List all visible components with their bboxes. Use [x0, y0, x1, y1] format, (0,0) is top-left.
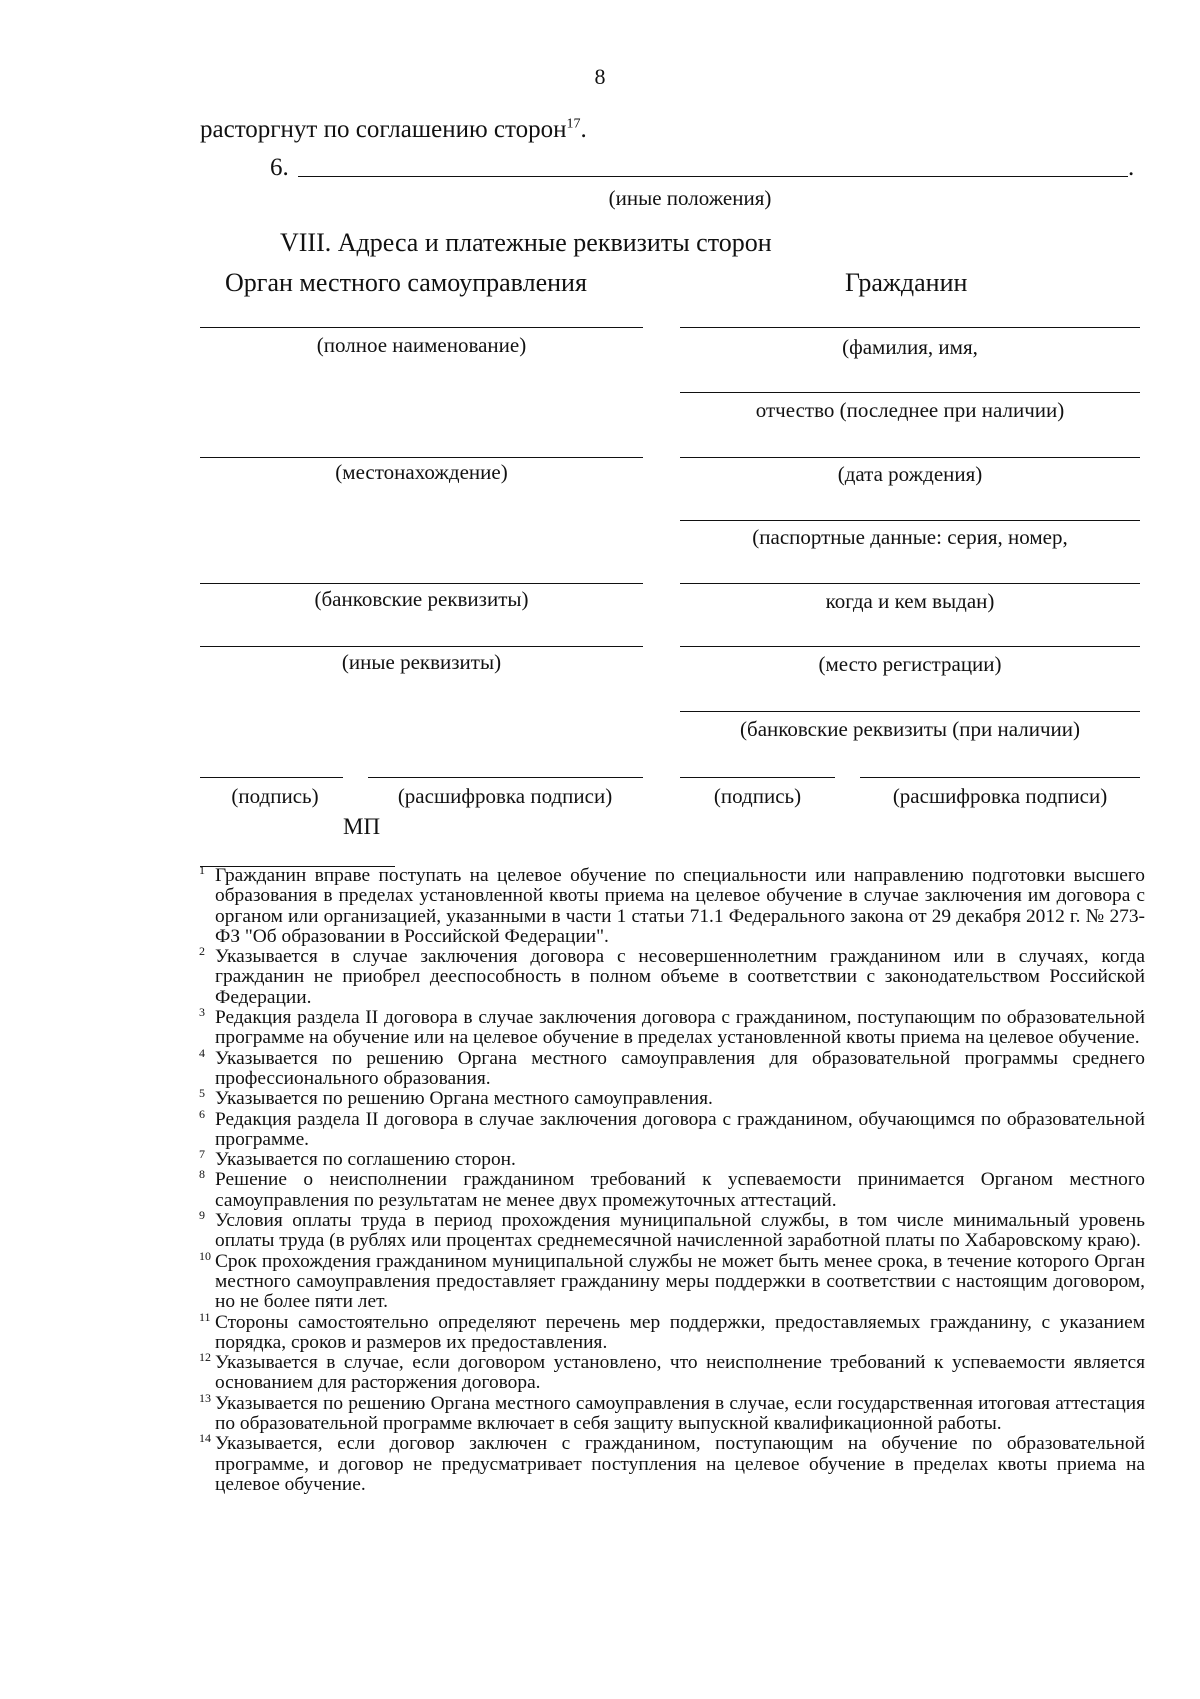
- right-column-heading: Гражданин: [845, 268, 968, 297]
- item-caption: (иные положения): [608, 186, 772, 210]
- clause-end: .: [580, 116, 587, 143]
- signature-decode-line: [368, 777, 643, 778]
- footnote-text: Стороны самостоятельно определяют перечень мер поддержки, предоставляемых гражданину, с указанием порядка, сроков и размеров их предоставления.: [215, 1311, 1145, 1353]
- fill-in-line: [680, 583, 1140, 584]
- contract-clause-text: [200, 116, 587, 144]
- signature-decode-line: [860, 777, 1140, 778]
- fill-in-line: [680, 457, 1140, 458]
- field-caption: (место регистрации): [818, 652, 1002, 676]
- footnote-number: 12: [199, 1350, 211, 1365]
- footnote: [199, 1167, 1145, 1211]
- field-caption: (полное наименование): [316, 333, 527, 357]
- footnote: [199, 1431, 1145, 1495]
- footnote-number: 3: [199, 1005, 205, 1020]
- footnote-number: 1: [199, 863, 205, 877]
- footnote-text: Гражданин вправе поступать на целевое обучение по специальности или направлению подготовки высшего образования в пределах установленной квоты приема на целевое обучение в случае заключения им договора с органом или организацией, указанными в части 1 статьи 71.1 Федерального закона от 29 декабря 2012 г. № 273-ФЗ "Об образовании в Российской Федерации".: [215, 865, 1145, 947]
- item-number: 6.: [270, 154, 289, 181]
- signature-line: [200, 777, 343, 778]
- fill-in-line: [298, 176, 1128, 177]
- footnote-number: 10: [199, 1248, 211, 1263]
- footnote-number: 11: [199, 1309, 211, 1324]
- footnote: [199, 1248, 1145, 1313]
- footnote-text: Условия оплаты труда в период прохождения муниципальной службы, в том числе минимальный уровень оплаты труда (в рублях или процентах среднемесячной начисленной заработной платы по Хабаровскому краю).: [215, 1210, 1145, 1252]
- footnote-number: 4: [199, 1045, 205, 1060]
- footnote: [199, 1106, 1145, 1151]
- fill-in-line: [680, 327, 1140, 328]
- footnote-text: Редакция раздела II договора в случае заключения договора с гражданином, обучающимся по образовательной программе.: [215, 1108, 1145, 1150]
- footnote: [199, 1309, 1145, 1354]
- clause-text: расторгнут по соглашению сторон: [200, 116, 567, 143]
- footnote-text: Указывается по решению Органа местного самоуправления в случае, если государственная итоговая аттестация по образовательной программе включает в себя защиту выпускной квалификационной работы.: [215, 1392, 1145, 1435]
- signature-caption: (подпись): [713, 784, 802, 808]
- footnote-number: 5: [199, 1086, 205, 1101]
- field-caption: (банковские реквизиты): [314, 587, 529, 611]
- footnote-number: 7: [199, 1147, 205, 1162]
- footnote-text: Редакция раздела II договора в случае заключения договора с гражданином, поступающим по образовательной программе на обучение или на целевое обучение в пределах установленной квоты приема на целевое обучение.: [215, 1007, 1145, 1049]
- footnote-text: Указывается в случае, если договором установлено, что неисполнение требований к успеваемости является основанием для расторжения договора.: [215, 1352, 1145, 1394]
- footnote-number: 13: [199, 1390, 211, 1405]
- footnote-text: Указывается в случае заключения договора с несовершеннолетним гражданином или в случаях, когда гражданин не приобрел дееспособность в полном объеме в соответствии с законодательством Российской Федерации.: [215, 946, 1145, 1008]
- page-number: 8: [594, 64, 606, 89]
- footnote-number: 14: [199, 1431, 211, 1446]
- field-caption: (местонахождение): [335, 460, 508, 484]
- section-title: VIII. Адреса и платежные реквизиты сторон: [280, 228, 772, 257]
- footnote: [199, 1045, 1145, 1090]
- footnote: [199, 944, 1145, 1008]
- fill-in-line: [680, 711, 1140, 712]
- field-caption: (банковские реквизиты (при наличии): [740, 717, 1080, 741]
- footnote: [199, 1147, 1145, 1171]
- fill-in-line: [680, 646, 1140, 647]
- footnote: [199, 1005, 1145, 1049]
- field-caption: (дата рождения): [837, 462, 983, 486]
- footnote-text: Указывается, если договор заключен с гражданином, поступающим на обучение по образовательной программе, и договор не предусматривает поступления на целевое обучение в пределах квоты приема на целевое обучение.: [215, 1433, 1145, 1495]
- footnote: [199, 1086, 1145, 1110]
- left-column-heading: Орган местного самоуправления: [225, 268, 587, 297]
- stamp-place: МП: [343, 814, 381, 839]
- footnotes: [199, 863, 1145, 1495]
- fill-in-line: [200, 327, 643, 328]
- footnote-number: 9: [199, 1208, 205, 1223]
- footnote-number: 2: [199, 944, 205, 959]
- signature-line: [680, 777, 835, 778]
- signature-decode-caption: (расшифровка подписи): [397, 784, 613, 808]
- signature-caption: (подпись): [231, 784, 319, 808]
- item-end-dot: .: [1128, 154, 1135, 181]
- field-caption: отчество (последнее при наличии): [755, 398, 1065, 422]
- field-caption: (паспортные данные: серия, номер,: [752, 525, 1068, 549]
- fill-in-line: [200, 583, 643, 584]
- footnote-text: Указывается по соглашению сторон.: [215, 1149, 516, 1171]
- fill-in-line: [200, 457, 643, 458]
- footnote-ref: 17: [566, 116, 581, 132]
- field-caption: (фамилия, имя,: [842, 335, 978, 359]
- field-caption: (иные реквизиты): [341, 650, 502, 674]
- footnote: [199, 1390, 1145, 1435]
- fill-in-line: [680, 392, 1140, 393]
- field-caption: когда и кем выдан): [825, 589, 995, 613]
- footnote: [199, 1350, 1145, 1394]
- fill-in-line: [680, 520, 1140, 521]
- footnote: [199, 1208, 1145, 1252]
- footnote-text: Указывается по решению Органа местного самоуправления для образовательной программы среднего профессионального образования.: [215, 1047, 1145, 1089]
- footnote-text: Срок прохождения гражданином муниципальной службы не может быть менее срока, в течение которого Орган местного самоуправления предоставляет гражданину меры поддержки в соответствии с настоящим договором, но не более пяти лет.: [215, 1250, 1145, 1313]
- footnote-text: Указывается по решению Органа местного самоуправления.: [215, 1088, 713, 1110]
- fill-in-line: [200, 646, 643, 647]
- footnote-text: Решение о неисполнении гражданином требований к успеваемости принимается Органом местного самоуправления по результатам не менее двух промежуточных аттестаций.: [215, 1169, 1145, 1211]
- signature-decode-caption: (расшифровка подписи): [892, 784, 1108, 808]
- footnote: [199, 863, 1145, 947]
- footnote-number: 8: [199, 1167, 205, 1182]
- footnote-number: 6: [199, 1106, 205, 1121]
